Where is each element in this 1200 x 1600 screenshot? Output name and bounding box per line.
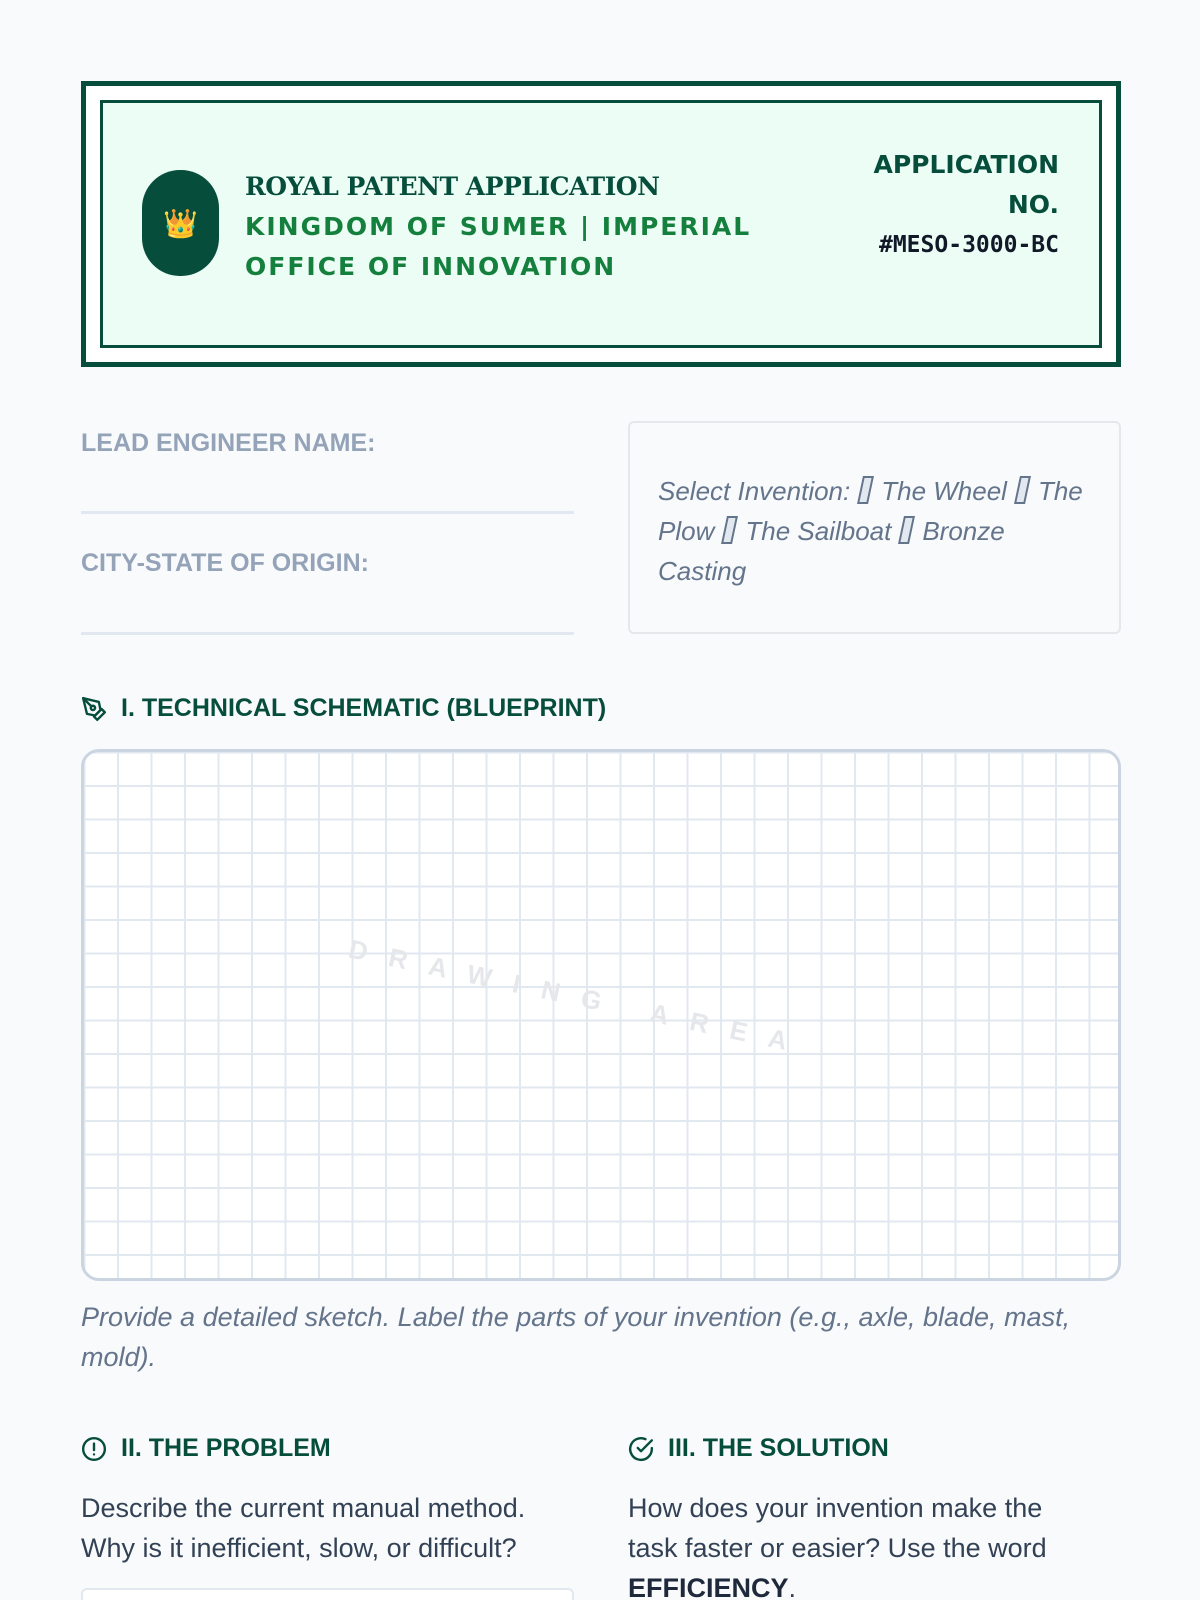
patent-header — [81, 81, 1121, 367]
invention-option[interactable]: The Wheel — [881, 476, 1007, 506]
invention-select[interactable] — [628, 421, 1121, 634]
city-state-input[interactable] — [81, 632, 574, 635]
city-state-label: CITY-STATE OF ORIGIN: — [81, 549, 369, 577]
invention-option[interactable]: The Sailboat — [745, 516, 892, 546]
pen-tool-icon — [81, 696, 107, 722]
solution-keyword: EFFICIENCY — [628, 1573, 789, 1600]
lead-engineer-label: LEAD ENGINEER NAME: — [81, 429, 376, 457]
solution-heading-text: III. THE SOLUTION — [668, 1434, 889, 1462]
header-titles — [245, 167, 870, 287]
application-number-label: APPLICATION NO. — [873, 150, 1059, 219]
application-number-block — [859, 145, 1059, 265]
schematic-heading — [81, 694, 606, 723]
separator-icon — [1014, 476, 1031, 504]
schematic-caption: Provide a detailed sketch. Label the parts of your invention (e.g., axle, blade, mast, mold). — [81, 1302, 1071, 1372]
application-number-value: #MESO-3000-BC — [878, 232, 1059, 258]
lead-engineer-input[interactable] — [81, 511, 574, 514]
separator-icon — [898, 516, 915, 544]
invention-select-text — [658, 471, 1091, 591]
separator-icon — [721, 516, 738, 544]
solution-prompt-text: How does your invention make the task faster or easier? Use the word — [628, 1493, 1047, 1563]
schematic-heading-text: I. TECHNICAL SCHEMATIC (BLUEPRINT) — [121, 694, 607, 722]
solution-prompt-end: . — [788, 1573, 797, 1600]
invention-option[interactable]: The Plow — [658, 476, 1083, 546]
crown-icon — [142, 170, 219, 276]
page-subtitle: KINGDOM OF SUMER | IMPERIAL OFFICE OF INNOVATION — [245, 212, 752, 281]
drawing-area[interactable] — [81, 749, 1121, 1281]
solution-heading — [628, 1434, 889, 1463]
page-title: ROYAL PATENT APPLICATION — [245, 172, 660, 201]
problem-heading — [81, 1434, 331, 1463]
problem-textarea[interactable] — [81, 1588, 574, 1600]
alert-circle-icon — [81, 1436, 107, 1462]
drawing-area-watermark: DRAWING AREA — [346, 933, 812, 1061]
invention-option[interactable]: Bronze Casting — [658, 516, 1005, 586]
problem-prompt: Describe the current manual method. Why is it inefficient, slow, or difficult? — [81, 1493, 526, 1563]
check-circle-icon — [628, 1436, 654, 1462]
solution-prompt — [628, 1488, 1098, 1600]
problem-heading-text: II. THE PROBLEM — [121, 1434, 331, 1462]
patent-header-inner — [100, 100, 1102, 348]
separator-icon — [857, 476, 874, 504]
invention-select-label: Select Invention: — [658, 476, 851, 506]
crown-glyph: 👑 — [163, 207, 198, 239]
